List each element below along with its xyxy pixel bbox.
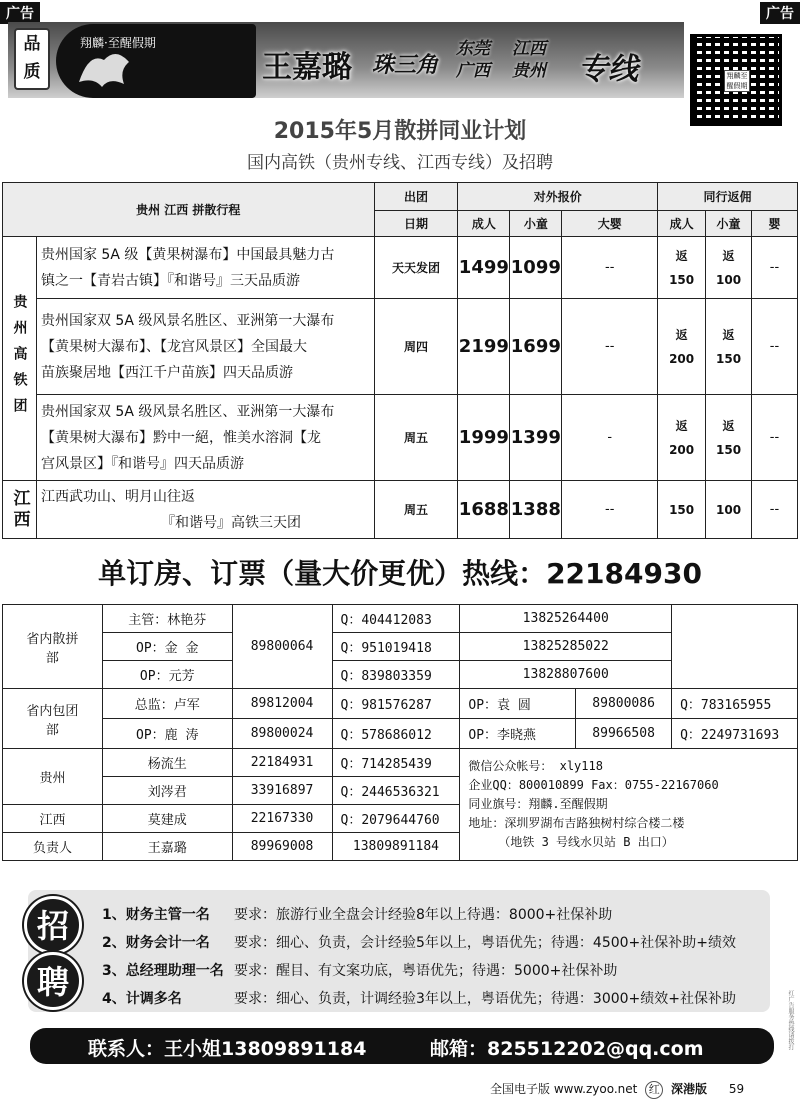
price-child: 1699 bbox=[510, 299, 562, 395]
contact-tel: 22184931 bbox=[232, 749, 332, 777]
rebate-adult bbox=[658, 237, 706, 299]
job-title: 3、总经理助理一名 bbox=[102, 963, 224, 979]
page-title: 2015年5月散拼同业计划 bbox=[273, 119, 527, 144]
region-list bbox=[456, 38, 576, 82]
quality-char-2: 质 bbox=[23, 62, 41, 82]
contact-mobile: 13825285022 bbox=[460, 633, 672, 661]
contact-qq: Q：404412083 bbox=[332, 605, 460, 633]
rebate-value: 200 bbox=[669, 442, 695, 457]
job-item bbox=[102, 960, 617, 980]
desc-line: 江西武功山、明月山往返 bbox=[40, 488, 195, 505]
company-flag: 同业旗号：翔麟.至醒假期 bbox=[468, 797, 608, 811]
contact-name: 王嘉璐 bbox=[102, 833, 232, 861]
rebate-prefix: 返 bbox=[675, 327, 688, 342]
contact-name: OP：袁 圆 bbox=[460, 689, 576, 719]
depart-date: 周五 bbox=[374, 395, 458, 481]
price-child: 1099 bbox=[510, 237, 562, 299]
owner-name: 王嘉璐 bbox=[262, 50, 352, 85]
contact-tel: 89800024 bbox=[232, 719, 332, 749]
contact-qq: Q：981576287 bbox=[332, 689, 460, 719]
job-title: 2、财务会计一名 bbox=[102, 935, 210, 951]
contact-name: OP：李晓燕 bbox=[460, 719, 576, 749]
table-row bbox=[3, 605, 798, 633]
trip-desc bbox=[36, 481, 374, 539]
special-line-label: 专线 bbox=[578, 52, 638, 87]
rebate-child bbox=[706, 395, 752, 481]
rebate-prefix: 返 bbox=[722, 327, 735, 342]
contact-qq: Q：951019418 bbox=[332, 633, 460, 661]
company-info bbox=[460, 749, 798, 861]
table-row bbox=[3, 749, 798, 777]
rebate-child bbox=[706, 237, 752, 299]
trip-desc bbox=[36, 237, 374, 299]
table-row bbox=[3, 395, 798, 481]
contact-tel: 89966508 bbox=[576, 719, 672, 749]
table-row bbox=[3, 299, 798, 395]
job-item bbox=[102, 988, 736, 1008]
rebate-value: 100 bbox=[716, 272, 742, 287]
rebate-prefix: 返 bbox=[722, 248, 735, 263]
header-r-infant: 婴 bbox=[752, 211, 798, 237]
contact-name: 刘涔君 bbox=[102, 777, 232, 805]
table-row bbox=[3, 481, 798, 539]
footer-edition: 深港版 bbox=[671, 1082, 708, 1096]
rebate-infant: -- bbox=[752, 237, 798, 299]
job-requirement: 要求：细心、负责，会计经验5年以上，粤语优先；待遇：4500+社保补助+绩效 bbox=[234, 935, 736, 951]
contact-tel: 89800086 bbox=[576, 689, 672, 719]
dept-baotuan bbox=[3, 689, 103, 749]
trip-table bbox=[2, 182, 798, 539]
desc-line: 苗族聚居地【西江千户苗族】四天品质游 bbox=[40, 364, 293, 381]
rebate-prefix: 返 bbox=[675, 248, 688, 263]
contact-mobile: 13825264400 bbox=[460, 605, 672, 633]
desc-line: 【黄果树大瀑布】黔中一絕，惟美水溶洞【龙 bbox=[40, 429, 321, 446]
header-rebate: 同行返佣 bbox=[658, 183, 798, 211]
contact-email[interactable]: 邮箱：825512202@qq.com bbox=[430, 1038, 704, 1060]
header-depart-bottom: 日期 bbox=[374, 211, 458, 237]
company-address: 地址：深圳罗湖布吉路独树村综合楼二楼 bbox=[468, 816, 685, 830]
trip-desc bbox=[36, 299, 374, 395]
contact-mobile: 13828807600 bbox=[460, 661, 672, 689]
contact-qq: Q：578686012 bbox=[332, 719, 460, 749]
recruit-char-2: 聘 bbox=[24, 952, 82, 1010]
price-adult: 1499 bbox=[458, 237, 510, 299]
table-row bbox=[3, 237, 798, 299]
company-qq-fax: 企业QQ：800010899 Fax：0755-22167060 bbox=[468, 778, 719, 792]
job-title: 1、财务主管一名 bbox=[102, 907, 210, 923]
prd-label: 珠三角 bbox=[372, 53, 439, 78]
contact-qq: Q：783165955 bbox=[672, 689, 798, 719]
footer bbox=[490, 1080, 744, 1099]
recruit-char-1: 招 bbox=[24, 896, 82, 954]
depart-date: 天天发团 bbox=[374, 237, 458, 299]
region-guangxi: 广西 bbox=[456, 61, 490, 81]
header-child: 小童 bbox=[510, 211, 562, 237]
dept-sanpin bbox=[3, 605, 103, 689]
contact-name: OP：金 金 bbox=[102, 633, 232, 661]
price-child: 1399 bbox=[510, 395, 562, 481]
desc-line: 贵州国家双 5A 级风景名胜区、亚洲第一大瀑布 bbox=[40, 312, 335, 329]
brand-name: 翔麟·至醒假期 bbox=[80, 36, 156, 50]
rebate-value: 150 bbox=[669, 272, 695, 287]
price-infant: -- bbox=[562, 299, 658, 395]
empty-cell bbox=[672, 605, 798, 689]
table-row bbox=[3, 689, 798, 719]
job-item bbox=[102, 904, 612, 924]
table-row bbox=[3, 719, 798, 749]
contact-qq: Q：2079644760 bbox=[332, 805, 460, 833]
dept-head: 负责人 bbox=[3, 833, 103, 861]
job-requirement: 要求：醒目、有文案功底，粤语优先；待遇：5000+社保补助 bbox=[234, 963, 618, 979]
header-infant: 大婴 bbox=[562, 211, 658, 237]
ad-label-right: 广告 bbox=[760, 2, 800, 24]
footer-badge: 红 bbox=[645, 1081, 663, 1099]
contact-qq: Q：839803359 bbox=[332, 661, 460, 689]
rebate-adult: 150 bbox=[658, 481, 706, 539]
contact-tel: 33916897 bbox=[232, 777, 332, 805]
dept-label: 省内散拼部 bbox=[26, 631, 79, 666]
rebate-value: 150 bbox=[716, 442, 742, 457]
rebate-child bbox=[706, 299, 752, 395]
dept-label: 省内包团部 bbox=[26, 703, 79, 738]
rebate-prefix: 返 bbox=[722, 418, 735, 433]
price-infant: - bbox=[562, 395, 658, 481]
rebate-infant: -- bbox=[752, 395, 798, 481]
rebate-adult bbox=[658, 395, 706, 481]
contact-name: OP：鹿 涛 bbox=[102, 719, 232, 749]
group-guizhou: 贵州高铁团 bbox=[3, 237, 37, 481]
page-number: 59 bbox=[728, 1082, 745, 1096]
metro-info: （地铁 3 号线水贝站 B 出口） bbox=[498, 835, 674, 849]
job-title: 4、计调多名 bbox=[102, 991, 182, 1007]
job-requirement: 要求：旅游行业全盘会计经验8年以上待遇：8000+社保补助 bbox=[234, 907, 613, 923]
desc-line: 【黄果树大瀑布】、【龙宫风景区】全国最大 bbox=[40, 338, 307, 355]
region-jiangxi: 江西 bbox=[512, 39, 546, 59]
footer-site[interactable]: 全国电子版 www.zyoo.net bbox=[490, 1082, 638, 1096]
page-subtitle: 国内高铁（贵州专线、江西专线）及招聘 bbox=[247, 153, 553, 173]
contact-qq: Q：2249731693 bbox=[672, 719, 798, 749]
rebate-value: 200 bbox=[669, 351, 695, 366]
rebate-child: 100 bbox=[706, 481, 752, 539]
desc-line: 镇之一【青岩古镇】『和谐号』三天品质游 bbox=[40, 272, 300, 289]
desc-line: 贵州国家双 5A 级风景名胜区、亚洲第一大瀑布 bbox=[40, 403, 335, 420]
rebate-value: 150 bbox=[716, 351, 742, 366]
header-price: 对外报价 bbox=[458, 183, 658, 211]
depart-date: 周五 bbox=[374, 481, 458, 539]
contact-name: 莫建成 bbox=[102, 805, 232, 833]
contact-mobile: 13809891184 bbox=[332, 833, 460, 861]
header-adult: 成人 bbox=[458, 211, 510, 237]
job-requirement: 要求：细心、负责，计调经验3年以上，粤语优先；待遇：3000+绩效+社保补助 bbox=[234, 991, 736, 1007]
contact-qq: Q：2446536321 bbox=[332, 777, 460, 805]
qr-caption: 翔麟至醒假期 bbox=[724, 70, 750, 92]
price-infant: -- bbox=[562, 481, 658, 539]
contact-bar bbox=[30, 1028, 774, 1064]
trip-desc bbox=[36, 395, 374, 481]
quality-badge bbox=[14, 28, 50, 90]
job-item bbox=[102, 932, 736, 952]
price-child: 1388 bbox=[510, 481, 562, 539]
wechat-account: 微信公众帐号： xly118 bbox=[468, 759, 603, 773]
dept-jiangxi: 江西 bbox=[3, 805, 103, 833]
header-depart-top: 出团 bbox=[374, 183, 458, 211]
contact-tel: 22167330 bbox=[232, 805, 332, 833]
contact-name: 杨流生 bbox=[102, 749, 232, 777]
price-adult: 2199 bbox=[458, 299, 510, 395]
hotline: 单订房、订票（量大价更优）热线：22184930 bbox=[98, 557, 702, 590]
contact-tel: 89800064 bbox=[232, 605, 332, 689]
desc-line: 贵州国家 5A 级【黄果树瀑布】中国最具魅力古 bbox=[40, 246, 335, 263]
contact-name: 主管：林艳芬 bbox=[102, 605, 232, 633]
contact-tel: 89812004 bbox=[232, 689, 332, 719]
contact-name: OP：元芳 bbox=[102, 661, 232, 689]
dept-guizhou: 贵州 bbox=[3, 749, 103, 805]
rebate-prefix: 返 bbox=[675, 418, 688, 433]
region-dongguan: 东莞 bbox=[456, 39, 490, 59]
price-infant: -- bbox=[562, 237, 658, 299]
header-r-adult: 成人 bbox=[658, 211, 706, 237]
ad-label-left: 广告 bbox=[0, 2, 40, 24]
recruit-badge bbox=[20, 892, 88, 1012]
header-itinerary: 贵州 江西 拼散行程 bbox=[3, 183, 375, 237]
depart-date: 周四 bbox=[374, 299, 458, 395]
price-adult: 1688 bbox=[458, 481, 510, 539]
side-note: 红广告服务热线请拨打 bbox=[787, 990, 794, 1050]
rebate-adult bbox=[658, 299, 706, 395]
desc-line: 『和谐号』高铁三天团 bbox=[160, 514, 301, 531]
rebate-infant: -- bbox=[752, 299, 798, 395]
region-guizhou: 贵州 bbox=[512, 61, 546, 81]
contact-tel: 89969008 bbox=[232, 833, 332, 861]
contacts-table bbox=[2, 604, 798, 861]
header-r-child: 小童 bbox=[706, 211, 752, 237]
contact-qq: Q：714285439 bbox=[332, 749, 460, 777]
price-adult: 1999 bbox=[458, 395, 510, 481]
contact-name: 总监：卢军 bbox=[102, 689, 232, 719]
group-jiangxi: 江西 bbox=[3, 481, 37, 539]
contact-person: 联系人：王小姐13809891184 bbox=[88, 1038, 367, 1060]
quality-char-1: 品 bbox=[23, 34, 41, 54]
desc-line: 宫风景区】『和谐号』四天品质游 bbox=[40, 455, 244, 472]
rebate-infant: -- bbox=[752, 481, 798, 539]
